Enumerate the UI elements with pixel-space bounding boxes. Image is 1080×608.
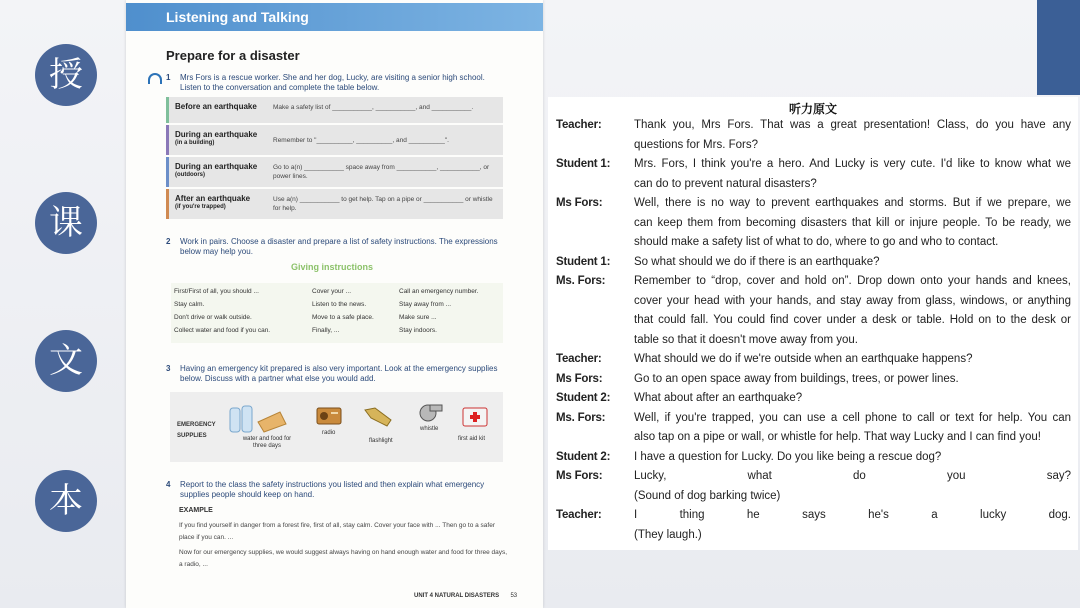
banner-title: Listening and Talking bbox=[166, 9, 309, 25]
line-text: Well, if you're trapped, you can use a cell phone to call or text for help. You can bbox=[634, 411, 1071, 424]
line-text: (They laugh.) bbox=[634, 528, 702, 541]
flashlight-icon bbox=[363, 406, 395, 430]
line-text: Mrs. Fors, I think you're a hero. And Lucky is very cute. I'd like to know what we bbox=[634, 158, 1071, 170]
table-row bbox=[166, 189, 503, 219]
question-text: Having an emergency kit prepared is also very important. Look at the emergency supplies below. Discuss with a partner what else you would add. bbox=[180, 364, 498, 383]
line-text: can do to prevent natural disasters? bbox=[634, 177, 817, 190]
instruction-item: Cover your ... bbox=[312, 288, 352, 295]
instruction-item: Stay indoors. bbox=[399, 327, 437, 334]
transcript-line bbox=[548, 507, 1078, 527]
question-text: Report to the class the safety instructions you listed and then explain what emergency supplies people should keep on hand. bbox=[180, 480, 485, 499]
instruction-item: Call an emergency number. bbox=[399, 288, 479, 295]
transcript-line bbox=[548, 176, 1078, 196]
row-text: Remember to "__________, __________, and __________". bbox=[273, 137, 449, 144]
speaker-label: Student 2: bbox=[556, 392, 611, 404]
table-row bbox=[166, 97, 503, 123]
section-title: Prepare for a disaster bbox=[166, 48, 300, 63]
instruction-item: Finally, ... bbox=[312, 327, 340, 334]
table-row bbox=[166, 125, 503, 155]
row-text: Use a(n) ___________ to get help. Tap on a pipe or ___________ or whistle for help. bbox=[273, 196, 493, 212]
line-text: Remember to “drop, cover and hold on”. Drop down onto your hands and knees, bbox=[634, 275, 1071, 287]
line-text: also tap on a pipe or wall, or whistle for help. That way Lucky and I can find you! bbox=[634, 431, 1041, 443]
earthquake-table bbox=[166, 97, 503, 221]
kit-item-label: water and food for three days bbox=[242, 436, 292, 449]
example-text-1: If you find yourself in danger from a forest fire, first of all, stay calm. Cover your face with ... Then go to a safer place if you can. ... bbox=[179, 522, 495, 541]
question-number: 1 bbox=[166, 73, 171, 82]
textbook-page bbox=[126, 0, 543, 608]
speaker-label: Teacher: bbox=[556, 509, 602, 521]
transcript-line bbox=[548, 527, 1078, 547]
instruction-item: First/First of all, you should ... bbox=[174, 288, 259, 295]
corner-accent bbox=[1037, 0, 1080, 95]
transcript-line bbox=[548, 332, 1078, 352]
row-text: Go to a(n) ___________ space away from ___________, ___________, or power lines. bbox=[273, 164, 490, 180]
side-char-ke: 课 bbox=[35, 192, 97, 254]
line-text: that could fall. You could find cover under a desk or table. Hold on to the desk or bbox=[634, 314, 1071, 326]
line-text: table so that it doesn't move away from you. bbox=[634, 333, 859, 346]
transcript-line bbox=[548, 273, 1078, 293]
transcript-line bbox=[548, 156, 1078, 176]
water-bottles-icon bbox=[228, 402, 288, 436]
kit-title: EMERGENCY SUPPLIES bbox=[177, 422, 216, 439]
line-text: So what should we do if there is an earthquake? bbox=[634, 255, 880, 268]
example-text-2: Now for our emergency supplies, we would suggest always having on hand enough water and food for three days, a radio, ... bbox=[179, 549, 508, 568]
line-text: I have a question for Lucky. Do you like being a rescue dog? bbox=[634, 450, 942, 463]
transcript-line bbox=[548, 488, 1078, 508]
speaker-label: Teacher: bbox=[556, 353, 602, 365]
speaker-label: Ms Fors: bbox=[556, 197, 603, 209]
side-char-shou: 授 bbox=[35, 44, 97, 106]
giving-instructions-title: Giving instructions bbox=[291, 262, 374, 272]
transcript-line bbox=[548, 390, 1078, 410]
instruction-item: Stay away from ... bbox=[399, 301, 452, 308]
question-4 bbox=[166, 480, 503, 500]
instruction-item: Listen to the news. bbox=[312, 301, 367, 308]
speaker-label: Student 1: bbox=[556, 158, 611, 170]
headphone-icon bbox=[148, 73, 162, 84]
kit-item-label: flashlight bbox=[369, 438, 393, 444]
question-number: 3 bbox=[166, 364, 171, 373]
instruction-item: Collect water and food if you can. bbox=[174, 327, 271, 334]
line-text: should make a safety list of what to do, where to go and who to contact. bbox=[634, 236, 999, 248]
transcript-line bbox=[548, 293, 1078, 313]
speaker-label: Ms. Fors: bbox=[556, 411, 606, 424]
row-text: Make a safety list of ___________, ___________, and ___________. bbox=[273, 104, 474, 111]
giving-instructions-box bbox=[171, 283, 503, 343]
question-1 bbox=[166, 73, 503, 93]
question-3 bbox=[166, 364, 503, 384]
side-char-wen: 文 bbox=[35, 330, 97, 392]
question-number: 2 bbox=[166, 237, 171, 246]
page-footer bbox=[414, 593, 517, 599]
transcript-line bbox=[548, 429, 1078, 449]
transcript-line bbox=[548, 215, 1078, 235]
transcript-line bbox=[548, 449, 1078, 469]
first-aid-kit-icon bbox=[462, 404, 488, 428]
line-text: cover your head with your hands, and stay away from glass, windows, or anything bbox=[634, 294, 1071, 307]
row-label: Before an earthquake bbox=[175, 102, 257, 111]
radio-icon bbox=[316, 404, 342, 426]
line-text: What about after an earthquake? bbox=[634, 392, 803, 404]
instruction-item: Stay calm. bbox=[174, 301, 205, 308]
question-2 bbox=[166, 237, 503, 257]
speaker-label: Student 1: bbox=[556, 255, 611, 268]
line-text: I thing he says he's a lucky dog. bbox=[634, 509, 1071, 521]
question-number: 4 bbox=[166, 480, 171, 489]
row-label: After an earthquake (if you're trapped) bbox=[175, 194, 251, 210]
row-label: During an earthquake (in a building) bbox=[175, 130, 258, 146]
emergency-kit-panel bbox=[170, 392, 503, 462]
transcript-title: 听力原文 bbox=[788, 102, 837, 116]
transcript-line bbox=[548, 371, 1078, 391]
line-text: Go to an open space away from buildings, trees, or power lines. bbox=[634, 372, 959, 385]
transcript-line bbox=[548, 234, 1078, 254]
transcript-line bbox=[548, 468, 1078, 488]
speaker-label: Ms. Fors: bbox=[556, 275, 606, 287]
table-row bbox=[166, 157, 503, 187]
transcript-line bbox=[548, 137, 1078, 157]
transcript-line bbox=[548, 351, 1078, 371]
speaker-label: Teacher: bbox=[556, 119, 602, 131]
whistle-icon bbox=[418, 400, 444, 422]
footer-page-number: 53 bbox=[510, 593, 518, 599]
line-text: Well, there is no way to prevent earthquakes and storms. But if we prepare, we bbox=[634, 197, 1071, 209]
speaker-label: Ms Fors: bbox=[556, 372, 603, 385]
row-label: During an earthquake (outdoors) bbox=[175, 162, 258, 178]
example-title: EXAMPLE bbox=[179, 507, 213, 514]
side-char-ben: 本 bbox=[35, 470, 97, 532]
transcript-line bbox=[548, 195, 1078, 215]
kit-item-label: radio bbox=[322, 430, 336, 436]
line-text: (Sound of dog barking twice) bbox=[634, 489, 781, 502]
instruction-item: Move to a safe place. bbox=[312, 314, 374, 321]
question-text: Work in pairs. Choose a disaster and prepare a list of safety instructions. The expressions below may help you. bbox=[180, 237, 498, 256]
line-text: questions for Mrs. Fors? bbox=[634, 138, 758, 151]
kit-item-label: first aid kit bbox=[458, 436, 486, 442]
footer-unit: UNIT 4 NATURAL DISASTERS bbox=[414, 593, 500, 599]
speaker-label: Ms Fors: bbox=[556, 470, 603, 482]
kit-item-label: whistle bbox=[420, 426, 439, 432]
transcript-line bbox=[548, 410, 1078, 430]
line-text: What should we do if we're outside when an earthquake happens? bbox=[634, 353, 973, 365]
line-text: Lucky, what do you say? bbox=[634, 470, 1071, 482]
line-text: can keep them from becoming disasters that kill or injure people. To be ready, we bbox=[634, 216, 1071, 229]
section-banner bbox=[126, 3, 543, 31]
instruction-item: Don't drive or walk outside. bbox=[174, 314, 252, 321]
transcript-line bbox=[548, 312, 1078, 332]
line-text: Thank you, Mrs Fors. That was a great presentation! Class, do you have any bbox=[634, 119, 1071, 131]
speaker-label: Student 2: bbox=[556, 450, 611, 463]
question-text: Mrs Fors is a rescue worker. She and her dog, Lucky, are visiting a senior high school. Listen to the conversation and complete the table below. bbox=[180, 73, 485, 92]
transcript-line bbox=[548, 254, 1078, 274]
transcript-line bbox=[548, 117, 1078, 137]
instruction-item: Make sure ... bbox=[399, 314, 437, 321]
transcript-panel bbox=[548, 97, 1078, 550]
